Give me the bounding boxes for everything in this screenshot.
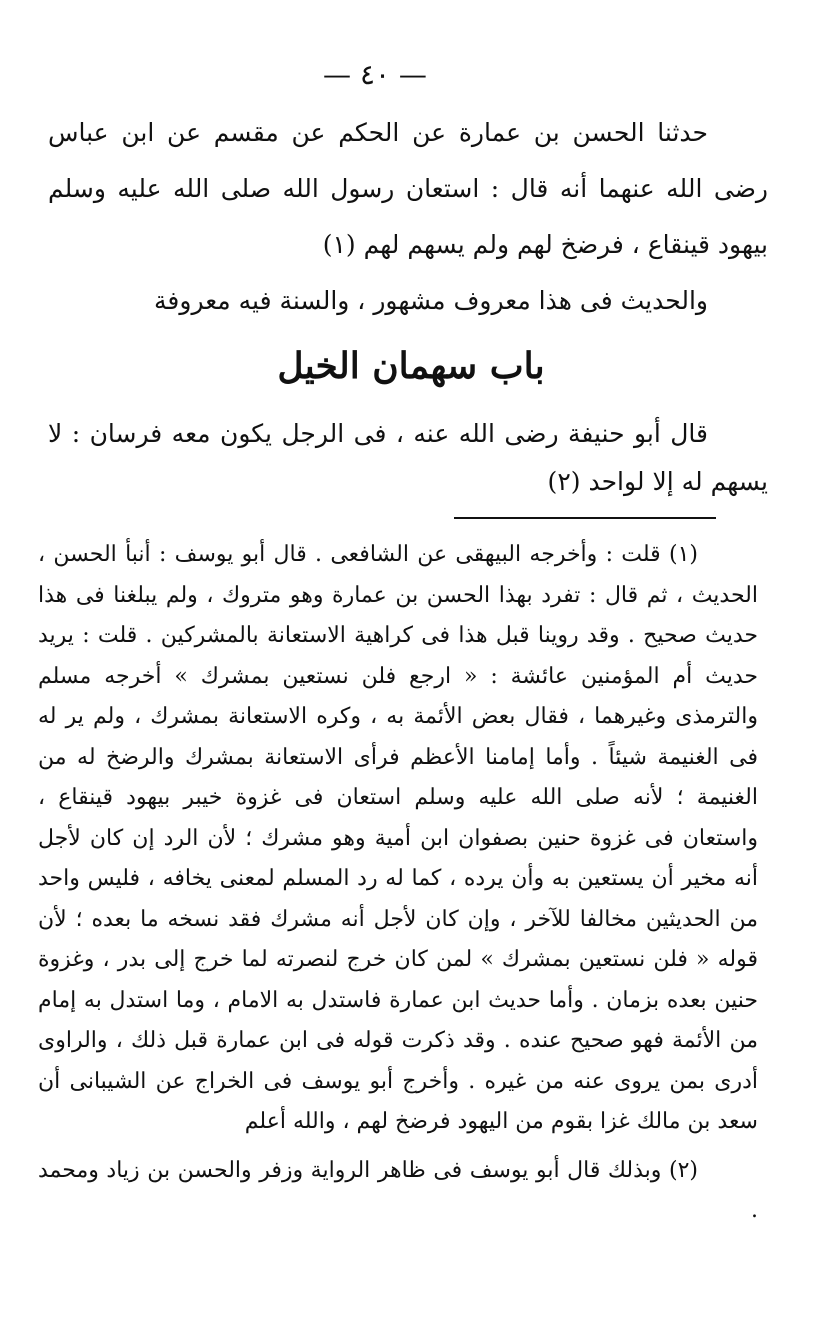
footnote-divider: [454, 517, 716, 519]
main-paragraph-hadith: حدثنا الحسن بن عمارة عن الحكم عن مقسم عن ابن عباس رضى الله عنهما أنه قال : استعان رسول الله صلى الله عليه وسلم بيهود قينقاع ، فرضخ لهم ولم يسهم لهم (١): [48, 118, 768, 259]
page-number: — ٤٠ —: [323, 58, 427, 91]
section-heading: باب سهمان الخيل: [277, 345, 545, 387]
section-paragraph: قال أبو حنيفة رضى الله عنه ، فى الرجل يكون معه فرسان : لا يسهم له إلا لواحد (٢): [48, 419, 768, 496]
footnotes: [38, 535, 758, 1232]
footnote-2: (٢) وبذلك قال أبو يوسف فى ظاهر الرواية وزفر والحسن بن زياد ومحمد .: [38, 1157, 758, 1223]
main-paragraph-sunnah: والحديث فى هذا معروف مشهور ، والسنة فيه معروفة: [154, 286, 708, 315]
section-text: [48, 410, 768, 506]
footnote-1: (١) قلت : وأخرجه البيهقى عن الشافعى . قال أبو يوسف : أنبأ الحسن ، الحديث ، ثم قال : تفرد بهذا الحسن بن عمارة وهو متروك ، ولم يبلغنا فى هذا حديث صحيح . وقد روينا قبل هذا فى كراهية الاستعانة بالمشركين . قلت : يريد حديث أم المؤمنين عائشة : « ارجع فلن نستعين بمشرك » أخرجه مسلم والترمذى وغيرهما ، فقال بعض الأئمة به ، وكره الاستعانة بمشرك ، ولم ير له فى الغنيمة شيئاً . وأما إمامنا الأعظم فرأى الاستعانة بمشرك والرضخ له من الغنيمة ؛ لأنه صلى الله عليه وسلم استعان فى غزوة خيبر بيهود قينقاع ، واستعان فى غزوة حنين بصفوان ابن أمية وهو مشرك ؛ لأن الرد إن كان لأجل أنه مخير أن يستعين به وأن يرده ، كما له رد المسلم لمعنى يخافه ، فليس واحد من الحديثين مخالفا للآخر ، وإن كان لأجل أنه مشرك فقد نسخه ما بعده ؛ لأن قوله « فلن نستعين بمشرك » لمن كان خرج لنصرته لما خرج إلى بدر ، وغزوة حنين بعده بزمان . وأما حديث ابن عمارة فاستدل به الامام ، وما استدل به إمام من الأئمة فهو صحيح عنده . وقد ذكرت قوله فى ابن عمارة قبل ذلك ، والراوى أدرى بمن يروى عنه من غيره . وأخرج أبو يوسف فى الخراج عن الشيبانى أن سعد بن مالك غزا بقوم من اليهود فرضخ لهم ، والله أعلم: [38, 542, 758, 1134]
main-text: [48, 105, 768, 329]
